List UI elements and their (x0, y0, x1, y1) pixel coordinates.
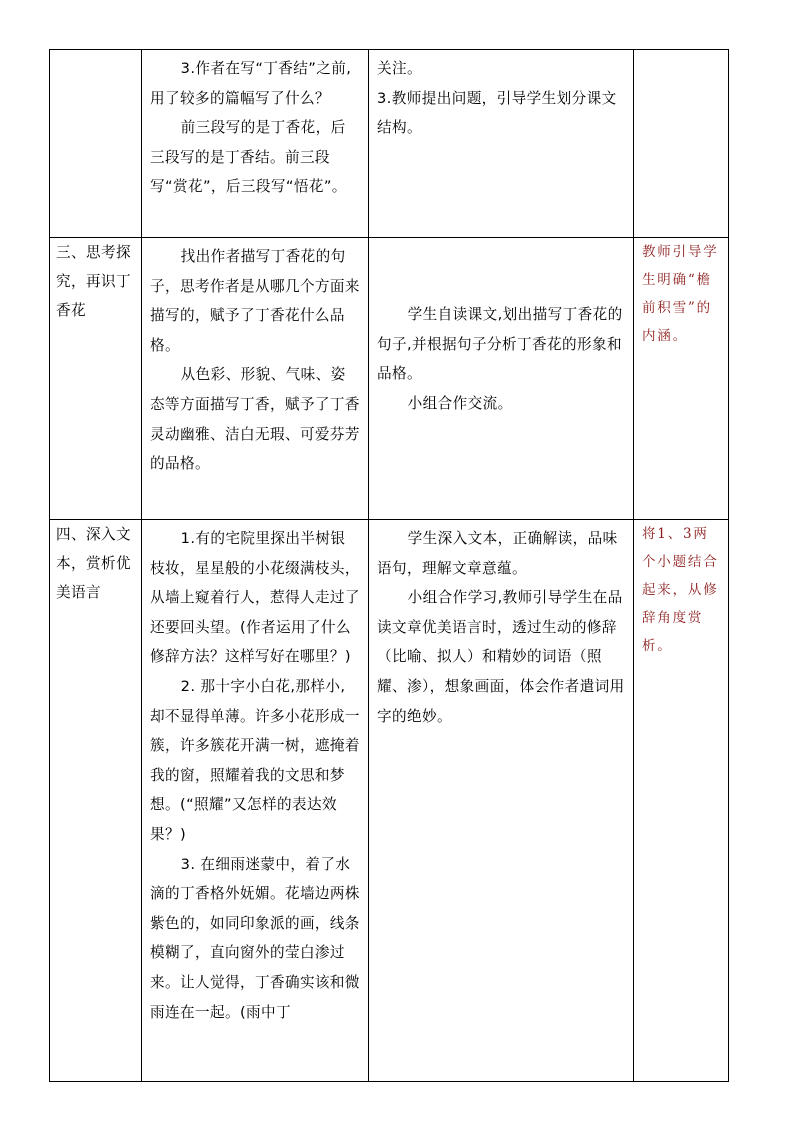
content-paragraph: 2. 那十字小白花,那样小,却不显得单薄。许多小花形成一簇，许多簇花开满一树，遮掩着我的窗，照耀着我的文思和梦想。(“照耀”又怎样的表达效果？) (150, 677, 360, 843)
stage-cell (50, 50, 142, 238)
lesson-plan-table (49, 49, 729, 1082)
activity-paragraph: 学生深入文本，正确解读，品味语句，理解文章意蕴。 (377, 530, 618, 577)
activity-paragraph: 关注。 (377, 60, 422, 77)
content-cell (142, 238, 369, 520)
activity-cell (369, 238, 634, 520)
content-paragraph: 从色彩、形貌、气味、姿态等方面描写丁香，赋予了丁香灵动幽雅、洁白无瑕、可爱芬芳的品格。 (150, 366, 360, 473)
content-paragraph: 找出作者描写丁香花的句子，思考作者是从哪几个方面来描写的，赋予了丁香花什么品格。 (150, 248, 360, 354)
activity-cell (369, 50, 634, 238)
table-row (50, 238, 729, 520)
content-paragraph: 3.作者在写“丁香结”之前,用了较多的篇幅写了什么？ (150, 60, 352, 107)
note-cell (634, 50, 729, 238)
note-cell (634, 238, 729, 520)
content-paragraph: 1.有的宅院里探出半树银枝妆，星星般的小花缀满枝头，从墙上窥着行人，惹得人走过了还要回头望。(作者运用了什么修辞方法？这样写好在哪里？) (150, 530, 360, 666)
content-cell (142, 50, 369, 238)
design-note: 教师引导学生明确“檐前积雪”的内涵。 (642, 244, 719, 344)
content-cell (142, 520, 369, 1082)
activity-paragraph: 小组合作学习,教师引导学生在品读文章优美语言时，透过生动的修辞（比喻、拟人）和精妙的词语（照耀、渗），想象画面，体会作者遣词用字的绝妙。 (377, 589, 625, 725)
table-row (50, 50, 729, 238)
stage-label: 三、思考探究，再识丁香花 (56, 244, 131, 319)
table-row (50, 520, 729, 1082)
content-paragraph: 3. 在细雨迷蒙中，着了水滴的丁香格外妩媚。花墙边两株紫色的，如同印象派的画，线条模糊了，直向窗外的莹白渗过来。让人觉得，丁香确实该和微雨连在一起。(雨中丁 (150, 855, 360, 1021)
activity-paragraph: 学生自读课文,划出描写丁香花的句子,并根据句子分析丁香花的形象和品格。 (377, 306, 623, 383)
activity-cell (369, 520, 634, 1082)
stage-cell (50, 520, 142, 1082)
content-paragraph: 前三段写的是丁香花，后三段写的是丁香结。前三段写“赏花”，后三段写“悟花”。 (150, 119, 347, 196)
activity-paragraph: 3.教师提出问题，引导学生划分课文结构。 (377, 89, 617, 137)
activity-paragraph: 小组合作交流。 (407, 394, 513, 412)
design-note: 将1、3两个小题结合起来，从修辞角度赏析。 (642, 526, 719, 654)
stage-cell (50, 238, 142, 520)
stage-label: 四、深入文本，赏析优美语言 (56, 526, 131, 601)
note-cell (634, 520, 729, 1082)
